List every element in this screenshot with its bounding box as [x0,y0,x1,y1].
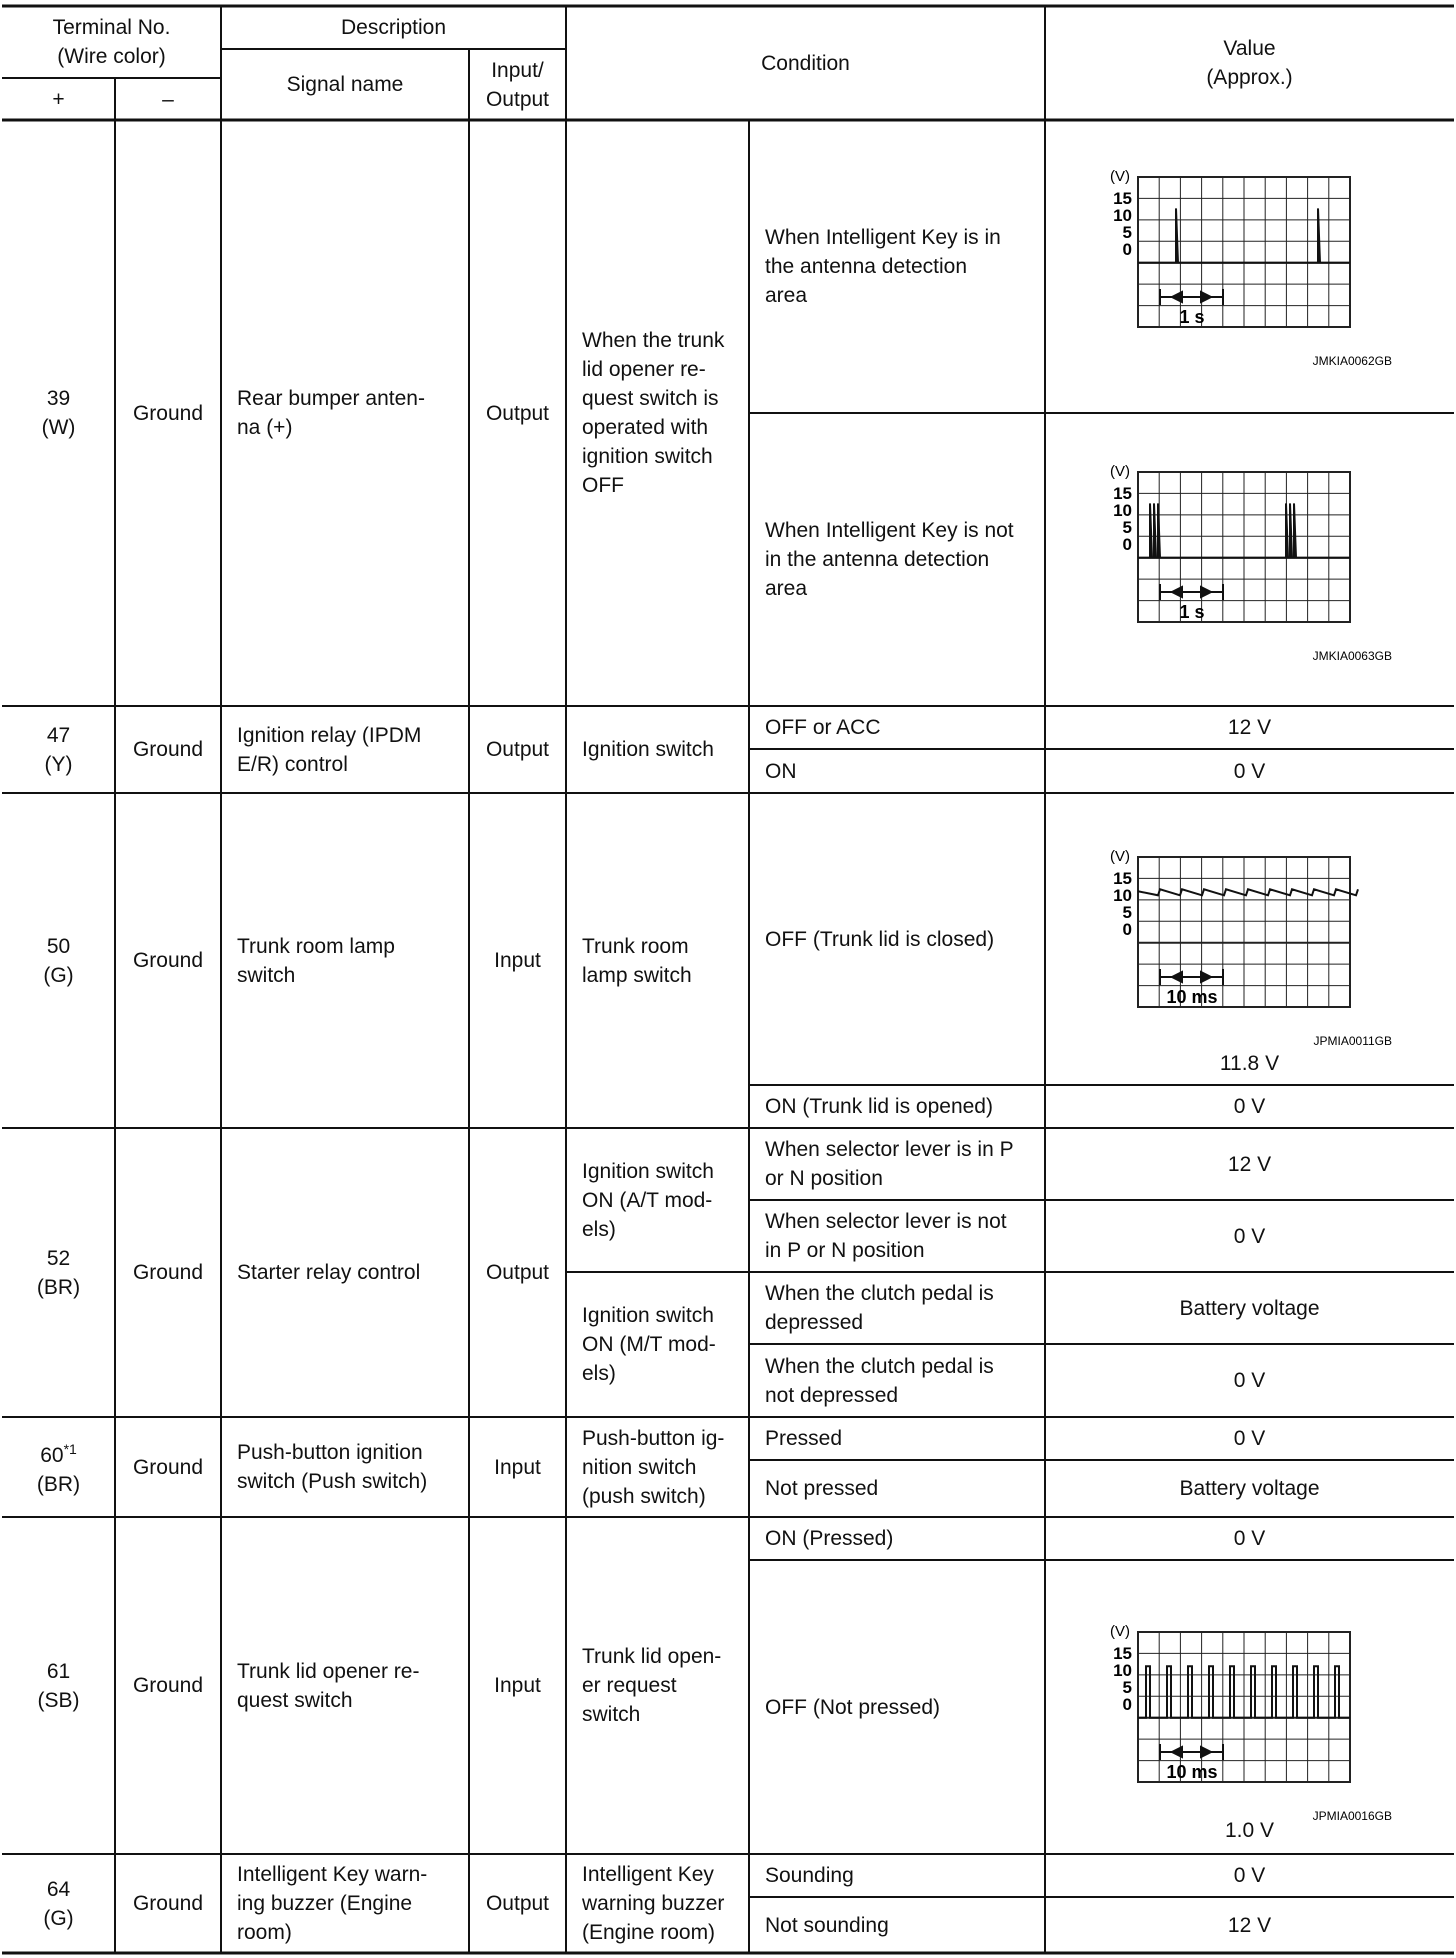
condition-line: operated with [582,416,709,439]
subcondition-line: area [765,284,808,307]
io-text: Input [494,1674,541,1697]
terminal-47 [2,706,115,793]
scope-unit-label: (V) [1110,848,1130,865]
value-text: 11.8 V [1219,1051,1280,1075]
signal-64 [221,1854,469,1953]
header-condition [566,6,1045,120]
scope-svg [1100,1620,1400,1830]
io-39 [469,120,566,706]
subcondition-line: in the antenna detection [765,548,990,571]
subcondition-line: area [765,577,808,600]
signal-47 [221,706,469,793]
condition-line: er request [582,1674,677,1697]
condition-line: When the trunk [582,329,725,352]
header-value-line1: Value [1223,37,1276,60]
scope-tick-label: 0 [1122,1695,1132,1714]
ground-text: Ground [132,738,204,761]
subcondition-52-not-p-n [749,1200,1045,1272]
scope-time-label: 1 s [1179,602,1205,622]
scope-svg [1100,165,1400,375]
ground-text: Ground [132,949,204,972]
value-text: 0 V [1233,1224,1266,1248]
condition-line: Ignition switch [582,738,714,761]
terminal-number-text: 60 [40,1444,64,1467]
io-50 [469,793,566,1128]
ground-39 [115,120,221,706]
scope-tick-label: 10 [1113,501,1132,520]
ground-52 [115,1128,221,1417]
condition-line: ON (M/T mod- [582,1333,716,1356]
terminal-wire-color: (Y) [44,752,73,776]
io-text: Output [485,401,550,425]
subcondition-39-not-in-area [749,413,1045,706]
ground-text: Ground [132,1892,204,1915]
scope-tick-label: 15 [1113,1644,1132,1663]
terminal-wire-color: (G) [43,963,74,987]
oscilloscope-waveform-4 [1100,1620,1400,1830]
subcondition-line: or N position [765,1167,883,1190]
scope-tick-label: 0 [1122,240,1132,259]
signal-50 [221,793,469,1128]
terminal-number: 52 [46,1246,71,1270]
condition-line: els) [582,1217,616,1241]
subcondition-text: ON (Trunk lid is opened) [765,1095,993,1118]
condition-line: (push switch) [582,1484,706,1508]
terminal-footnote-mark: *1 [63,1441,77,1457]
subcondition-61-off [749,1560,1045,1854]
header-description [221,6,566,49]
signal-line: Push-button ignition [237,1441,423,1464]
subcondition-47-on [749,749,1045,793]
signal-52 [221,1128,469,1417]
scope-svg [1100,845,1400,1055]
scope-time-label: 10 ms [1166,987,1218,1007]
condition-line: Intelligent Key [582,1863,714,1886]
terminal-number: 47 [46,723,71,747]
ground-text: Ground [132,1261,204,1284]
terminal-wire-color: (G) [43,1906,74,1930]
subcondition-text: Pressed [765,1427,843,1450]
value-text: 0 V [1233,1527,1266,1550]
oscilloscope-waveform-3 [1100,845,1400,1055]
subcondition-line: not depressed [765,1383,899,1407]
terminal-60 [2,1417,115,1517]
terminal-wire-color: (W) [41,416,76,439]
header-signal-name [221,49,469,120]
signal-line: Trunk lid opener re- [237,1659,420,1683]
condition-line: switch [582,1703,641,1726]
value-52-clutch-depressed [1045,1272,1454,1344]
scope-figure-code: JMKIA0062GB [1312,354,1392,368]
scope-unit-label: (V) [1110,168,1130,185]
value-52-not-p-n [1045,1200,1454,1272]
terminal-number: 61 [46,1659,71,1683]
subcondition-line: depressed [765,1311,864,1334]
terminal-wire-color: (SB) [37,1688,80,1712]
value-60-not-pressed [1045,1460,1454,1517]
terminal-number [40,1435,77,1470]
value-text: 0 V [1233,1369,1266,1392]
scope-tick-label: 5 [1122,518,1132,537]
subcondition-line: in P or N position [765,1239,925,1262]
scope-tick-label: 15 [1113,189,1132,208]
value-text: 12 V [1227,716,1272,739]
scope-waveform [1138,889,1358,895]
subcondition-text: Not sounding [765,1913,889,1937]
value-61-on [1045,1517,1454,1560]
subcondition-text: ON [765,759,797,783]
condition-64 [566,1854,749,1953]
condition-52-mt [566,1272,749,1417]
condition-line: els) [582,1362,616,1385]
io-text: Input [494,949,541,972]
terminal-50 [2,793,115,1128]
subcondition-line: When selector lever is in P [765,1138,1014,1161]
io-text: Output [485,1892,550,1915]
subcondition-60-pressed [749,1417,1045,1460]
signal-line: switch [237,963,296,987]
subcondition-line: When Intelligent Key is not [765,519,1014,542]
value-text: 0 V [1233,1864,1266,1887]
condition-line: lamp switch [582,963,692,987]
value-47-on [1045,749,1454,793]
value-text: 12 V [1227,1913,1272,1937]
subcondition-52-p-n [749,1128,1045,1200]
condition-line: OFF [582,474,624,497]
signal-line: ing buzzer (Engine [237,1892,413,1915]
header-description-text: Description [340,16,447,39]
io-text: Input [494,1455,541,1479]
terminal-39 [2,120,115,706]
scope-figure-code: JMKIA0063GB [1312,649,1392,663]
condition-52-at [566,1128,749,1272]
condition-50 [566,793,749,1128]
header-minus [115,78,221,120]
scope-tick-label: 10 [1113,206,1132,225]
ground-60 [115,1417,221,1517]
scope-time-label: 1 s [1179,307,1205,327]
subcondition-text: ON (Pressed) [765,1527,894,1550]
condition-line: warning buzzer [582,1892,725,1915]
subcondition-39-in-area [749,120,1045,413]
subcondition-text: OFF or ACC [765,716,881,739]
scope-tick-label: 10 [1113,1661,1132,1680]
subcondition-50-off [749,793,1045,1085]
subcondition-line: When selector lever is not [765,1210,1007,1233]
value-text: 12 V [1227,1152,1272,1176]
io-61 [469,1517,566,1854]
scope-tick-label: 5 [1122,903,1132,922]
scope-time-marker [1160,969,1223,985]
scope-unit-label: (V) [1110,463,1130,480]
scope-figure-code: JPMIA0016GB [1312,1809,1392,1823]
scope-figure-code: JPMIA0011GB [1313,1034,1392,1048]
scope-tick-label: 15 [1113,869,1132,888]
value-64-not-sounding [1045,1897,1454,1953]
terminal-64 [2,1854,115,1953]
subcondition-60-not-pressed [749,1460,1045,1517]
signal-61 [221,1517,469,1854]
terminal-number: 64 [46,1877,71,1901]
condition-line: Trunk room [582,934,689,958]
subcondition-52-clutch-depressed [749,1272,1045,1344]
header-plus [2,78,115,120]
value-47-off [1045,706,1454,749]
value-text: Battery voltage [1179,1296,1320,1320]
signal-line: Ignition relay (IPDM [237,723,422,747]
condition-line: lid opener re- [582,358,706,381]
ground-text: Ground [132,1674,204,1697]
io-64 [469,1854,566,1953]
signal-line: room) [237,1921,292,1944]
scope-tick-label: 5 [1122,223,1132,242]
ground-text: Ground [132,401,204,425]
signal-line: Rear bumper anten- [237,387,425,410]
header-condition-text: Condition [761,51,850,75]
header-terminal-no-line2: (Wire color) [57,45,166,68]
header-input-output [469,49,566,120]
value-text: 1.0 V [1224,1818,1275,1842]
scope-time-marker [1160,1744,1223,1760]
signal-line: na (+) [237,416,293,439]
value-text: 0 V [1233,759,1266,783]
signal-line: switch (Push switch) [237,1470,428,1493]
scope-time-label: 10 ms [1166,1762,1218,1782]
io-60 [469,1417,566,1517]
terminal-number: 50 [46,934,71,958]
condition-line: nition switch [582,1455,697,1479]
signal-39 [221,120,469,706]
condition-line: Trunk lid open- [582,1645,722,1668]
value-50-on [1045,1085,1454,1128]
scope-time-marker [1160,289,1223,305]
condition-47 [566,706,749,793]
subcondition-52-clutch-not-depressed [749,1344,1045,1417]
oscilloscope-waveform-2 [1100,460,1400,670]
condition-line: Ignition switch [582,1304,714,1327]
subcondition-text: OFF (Trunk lid is closed) [765,927,995,951]
ground-47 [115,706,221,793]
terminal-52 [2,1128,115,1417]
subcondition-64-sounding [749,1854,1045,1897]
subcondition-line: When Intelligent Key is in [765,226,1001,249]
subcondition-50-on [749,1085,1045,1128]
ground-64 [115,1854,221,1953]
header-io-line2: Output [485,87,550,111]
condition-61 [566,1517,749,1854]
header-terminal-no [2,6,221,78]
subcondition-47-off [749,706,1045,749]
value-text: Battery voltage [1179,1477,1320,1500]
subcondition-61-on [749,1517,1045,1560]
value-60-pressed [1045,1417,1454,1460]
signal-line: Starter relay control [237,1261,421,1284]
condition-line: quest switch is [582,387,719,410]
scope-tick-label: 5 [1122,1678,1132,1697]
io-text: Output [485,738,550,761]
condition-line: Push-button ig- [582,1426,725,1450]
condition-line: (Engine room) [582,1921,716,1944]
ground-61 [115,1517,221,1854]
condition-line: Ignition switch [582,1159,714,1183]
terminal-wire-color: (BR) [36,1473,81,1496]
ground-text: Ground [132,1455,204,1479]
io-52 [469,1128,566,1417]
terminal-wire-color: (BR) [36,1275,81,1299]
scope-unit-label: (V) [1110,1623,1130,1640]
value-text: 0 V [1233,1427,1266,1450]
condition-line: ignition switch [582,445,713,468]
terminal-number: 39 [46,387,71,410]
signal-line: Intelligent Key warn- [237,1863,428,1886]
condition-39 [566,120,749,706]
scope-svg [1100,460,1400,670]
header-plus-text: + [52,87,65,111]
subcondition-line: When the clutch pedal is [765,1282,994,1305]
io-47 [469,706,566,793]
terminal-61 [2,1517,115,1854]
scope-tick-label: 0 [1122,535,1132,554]
condition-60 [566,1417,749,1517]
signal-60 [221,1417,469,1517]
scope-tick-label: 15 [1113,484,1132,503]
value-52-clutch-not-depressed [1045,1344,1454,1417]
header-io-line1: Input/ [491,58,544,82]
signal-line: quest switch [237,1688,353,1712]
subcondition-line: the antenna detection [765,255,968,278]
value-64-sounding [1045,1854,1454,1897]
signal-line: Trunk room lamp [237,934,395,958]
subcondition-text: Not pressed [765,1477,879,1500]
condition-line: ON (A/T mod- [582,1188,713,1212]
header-terminal-no-line1: Terminal No. [52,16,171,39]
scope-time-marker [1160,584,1223,600]
scope-tick-label: 0 [1122,920,1132,939]
subcondition-64-not-sounding [749,1897,1045,1953]
scope-tick-label: 10 [1113,886,1132,905]
subcondition-line: When the clutch pedal is [765,1354,994,1378]
oscilloscope-waveform-1 [1100,165,1400,375]
value-52-p-n [1045,1128,1454,1200]
io-text: Output [485,1261,550,1284]
header-signal-name-text: Signal name [286,73,404,96]
header-minus-text: – [162,87,174,111]
header-value [1045,6,1454,120]
subcondition-text: Sounding [765,1864,854,1887]
value-text: 0 V [1233,1095,1266,1118]
ground-50 [115,793,221,1128]
header-value-line2: (Approx.) [1206,66,1293,89]
signal-line: E/R) control [237,752,348,776]
subcondition-text: OFF (Not pressed) [765,1695,941,1719]
